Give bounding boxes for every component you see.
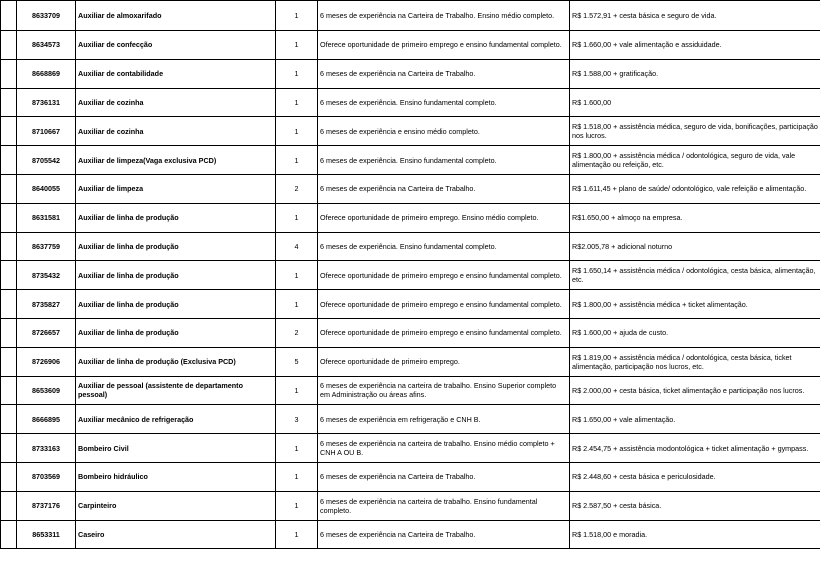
requirements-cell: 6 meses de experiência em refrigeração e CNH B.: [318, 405, 570, 434]
job-code-cell: 8653609: [17, 376, 76, 405]
job-title-cell: Auxiliar de limpeza(Vaga exclusiva PCD): [76, 146, 276, 175]
salary-benefits-cell: R$ 1.650,14 + assistência médica / odontológica, cesta básica, alimentação, etc.: [570, 261, 820, 290]
row-marker-cell: [1, 117, 17, 146]
salary-benefits-cell: R$ 2.587,50 + cesta básica.: [570, 491, 820, 520]
row-marker-cell: [1, 31, 17, 60]
row-marker-cell: [1, 88, 17, 117]
job-title-cell: Auxiliar de contabilidade: [76, 59, 276, 88]
job-code-cell: 8634573: [17, 31, 76, 60]
table-row: [1, 261, 820, 290]
job-title-cell: Auxiliar de linha de produção: [76, 318, 276, 347]
job-title-cell: Caseiro: [76, 520, 276, 549]
vacancy-count-cell: 5: [276, 347, 318, 376]
table-row: [1, 1, 820, 31]
table-row: [1, 318, 820, 347]
job-title-cell: Auxiliar de linha de produção (Exclusiva PCD): [76, 347, 276, 376]
job-title-cell: Auxiliar de cozinha: [76, 88, 276, 117]
vacancy-count-cell: 1: [276, 491, 318, 520]
salary-benefits-cell: R$ 1.800,00 + assistência médica / odontológica, seguro de vida, vale alimentação ou refeição, etc.: [570, 146, 820, 175]
salary-benefits-cell: R$ 1.518,00 + assistência médica, seguro de vida, bonificações, participação nos lucros.: [570, 117, 820, 146]
vacancy-count-cell: 1: [276, 520, 318, 549]
requirements-cell: 6 meses de experiência na Carteira de Trabalho.: [318, 174, 570, 203]
job-title-cell: Auxiliar de linha de produção: [76, 232, 276, 261]
row-marker-cell: [1, 405, 17, 434]
job-code-cell: 8733163: [17, 434, 76, 463]
requirements-cell: 6 meses de experiência na Carteira de Trabalho.: [318, 462, 570, 491]
table-row: [1, 491, 820, 520]
row-marker-cell: [1, 434, 17, 463]
row-marker-cell: [1, 203, 17, 232]
vacancy-count-cell: 4: [276, 232, 318, 261]
job-title-cell: Bombeiro hidráulico: [76, 462, 276, 491]
requirements-cell: Oferece oportunidade de primeiro emprego. Ensino médio completo.: [318, 203, 570, 232]
salary-benefits-cell: R$ 1.650,00 + vale alimentação.: [570, 405, 820, 434]
job-title-cell: Auxiliar mecânico de refrigeração: [76, 405, 276, 434]
requirements-cell: 6 meses de experiência na carteira de trabalho. Ensino Superior completo em Administração ou áreas afins.: [318, 376, 570, 405]
job-code-cell: 8735432: [17, 261, 76, 290]
table-row: [1, 59, 820, 88]
salary-benefits-cell: R$2.005,78 + adicional noturno: [570, 232, 820, 261]
job-title-cell: Auxiliar de linha de produção: [76, 203, 276, 232]
job-code-cell: 8705542: [17, 146, 76, 175]
requirements-cell: Oferece oportunidade de primeiro emprego e ensino fundamental completo.: [318, 290, 570, 319]
vacancy-count-cell: 1: [276, 290, 318, 319]
row-marker-cell: [1, 174, 17, 203]
row-marker-cell: [1, 491, 17, 520]
salary-benefits-cell: R$ 1.611,45 + plano de saúde/ odontológico, vale refeição e alimentação.: [570, 174, 820, 203]
job-code-cell: 8736131: [17, 88, 76, 117]
job-listings-body: [1, 1, 820, 549]
row-marker-cell: [1, 318, 17, 347]
job-code-cell: 8637759: [17, 232, 76, 261]
requirements-cell: 6 meses de experiência na Carteira de Trabalho.: [318, 520, 570, 549]
job-code-cell: 8653311: [17, 520, 76, 549]
requirements-cell: 6 meses de experiência na Carteira de Trabalho. Ensino médio completo.: [318, 1, 570, 31]
job-code-cell: 8737176: [17, 491, 76, 520]
requirements-cell: Oferece oportunidade de primeiro emprego e ensino fundamental completo.: [318, 261, 570, 290]
table-row: [1, 146, 820, 175]
job-title-cell: Auxiliar de linha de produção: [76, 290, 276, 319]
table-row: [1, 31, 820, 60]
job-code-cell: 8640055: [17, 174, 76, 203]
salary-benefits-cell: R$ 1.800,00 + assistência médica + ticket alimentação.: [570, 290, 820, 319]
job-title-cell: Auxiliar de almoxarifado: [76, 1, 276, 31]
row-marker-cell: [1, 1, 17, 31]
job-title-cell: Auxiliar de cozinha: [76, 117, 276, 146]
salary-benefits-cell: R$ 1.572,91 + cesta básica e seguro de vida.: [570, 1, 820, 31]
job-code-cell: 8703569: [17, 462, 76, 491]
vacancy-count-cell: 1: [276, 462, 318, 491]
row-marker-cell: [1, 347, 17, 376]
salary-benefits-cell: R$1.650,00 + almoço na empresa.: [570, 203, 820, 232]
requirements-cell: 6 meses de experiência e ensino médio completo.: [318, 117, 570, 146]
vacancy-count-cell: 1: [276, 203, 318, 232]
requirements-cell: Oferece oportunidade de primeiro emprego e ensino fundamental completo.: [318, 31, 570, 60]
requirements-cell: 6 meses de experiência. Ensino fundamental completo.: [318, 88, 570, 117]
row-marker-cell: [1, 520, 17, 549]
salary-benefits-cell: R$ 2.454,75 + assistência modontológica + ticket alimentação + gympass.: [570, 434, 820, 463]
vacancy-count-cell: 3: [276, 405, 318, 434]
table-row: [1, 376, 820, 405]
vacancy-count-cell: 1: [276, 146, 318, 175]
vacancy-count-cell: 1: [276, 31, 318, 60]
vacancy-count-cell: 1: [276, 117, 318, 146]
table-row: [1, 290, 820, 319]
salary-benefits-cell: R$ 1.660,00 + vale alimentação e assiduidade.: [570, 31, 820, 60]
job-code-cell: 8726657: [17, 318, 76, 347]
vacancy-count-cell: 1: [276, 88, 318, 117]
table-row: [1, 88, 820, 117]
row-marker-cell: [1, 376, 17, 405]
table-row: [1, 405, 820, 434]
table-row: [1, 462, 820, 491]
requirements-cell: Oferece oportunidade de primeiro emprego.: [318, 347, 570, 376]
requirements-cell: 6 meses de experiência na Carteira de Trabalho.: [318, 59, 570, 88]
job-code-cell: 8668869: [17, 59, 76, 88]
job-code-cell: 8735827: [17, 290, 76, 319]
job-title-cell: Carpinteiro: [76, 491, 276, 520]
requirements-cell: 6 meses de experiência na carteira de trabalho. Ensino fundamental completo.: [318, 491, 570, 520]
salary-benefits-cell: R$ 1.518,00 e moradia.: [570, 520, 820, 549]
table-row: [1, 174, 820, 203]
salary-benefits-cell: R$ 1.588,00 + gratificação.: [570, 59, 820, 88]
vacancy-count-cell: 1: [276, 434, 318, 463]
row-marker-cell: [1, 146, 17, 175]
job-title-cell: Bombeiro Civil: [76, 434, 276, 463]
table-row: [1, 347, 820, 376]
requirements-cell: 6 meses de experiência na carteira de trabalho. Ensino médio completo + CNH A OU B.: [318, 434, 570, 463]
salary-benefits-cell: R$ 2.000,00 + cesta básica, ticket alimentação e participação nos lucros.: [570, 376, 820, 405]
job-title-cell: Auxiliar de pessoal (assistente de departamento pessoal): [76, 376, 276, 405]
job-title-cell: Auxiliar de linha de produção: [76, 261, 276, 290]
table-row: [1, 117, 820, 146]
vacancy-count-cell: 1: [276, 376, 318, 405]
job-title-cell: Auxiliar de confecção: [76, 31, 276, 60]
requirements-cell: Oferece oportunidade de primeiro emprego e ensino fundamental completo.: [318, 318, 570, 347]
job-code-cell: 8726906: [17, 347, 76, 376]
job-code-cell: 8631581: [17, 203, 76, 232]
salary-benefits-cell: R$ 1.819,00 + assistência médica / odontológica, cesta básica, ticket alimentação, participação nos lucros, etc.: [570, 347, 820, 376]
vacancy-count-cell: 2: [276, 174, 318, 203]
salary-benefits-cell: R$ 1.600,00: [570, 88, 820, 117]
row-marker-cell: [1, 59, 17, 88]
row-marker-cell: [1, 462, 17, 491]
vacancy-count-cell: 2: [276, 318, 318, 347]
requirements-cell: 6 meses de experiência. Ensino fundamental completo.: [318, 146, 570, 175]
job-code-cell: 8633709: [17, 1, 76, 31]
job-title-cell: Auxiliar de limpeza: [76, 174, 276, 203]
salary-benefits-cell: R$ 1.600,00 + ajuda de custo.: [570, 318, 820, 347]
row-marker-cell: [1, 261, 17, 290]
row-marker-cell: [1, 290, 17, 319]
requirements-cell: 6 meses de experiência. Ensino fundamental completo.: [318, 232, 570, 261]
vacancy-count-cell: 1: [276, 261, 318, 290]
job-code-cell: 8710667: [17, 117, 76, 146]
row-marker-cell: [1, 232, 17, 261]
table-row: [1, 232, 820, 261]
table-row: [1, 203, 820, 232]
salary-benefits-cell: R$ 2.448,60 + cesta básica e periculosidade.: [570, 462, 820, 491]
table-row: [1, 434, 820, 463]
vacancy-count-cell: 1: [276, 59, 318, 88]
vacancy-count-cell: 1: [276, 1, 318, 31]
table-row: [1, 520, 820, 549]
job-code-cell: 8666895: [17, 405, 76, 434]
